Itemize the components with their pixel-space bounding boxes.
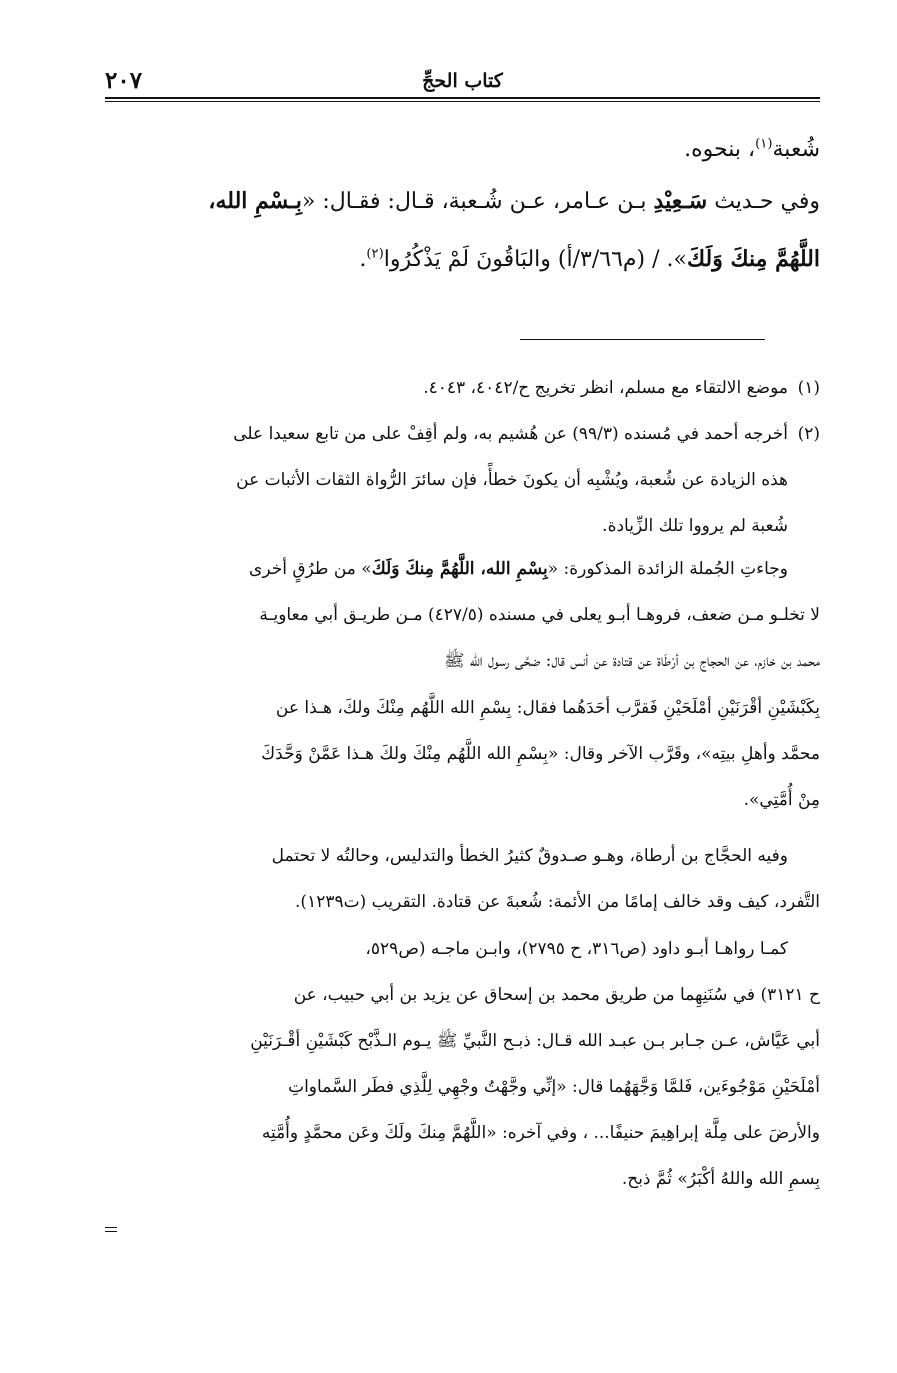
main-line-1: شُعبة$^{(١)}$، بنحوه.	[684, 136, 820, 162]
commentary-p3-line-5: والأرضَ على مِلَّة إبراهِيمَ حنيفًا... ، وفي آخره: «اللَّهُمَّ مِنكَ ولَكَ وعَن محمَّدٍ وأُمَّتِه	[261, 1123, 820, 1144]
footnote-2-line-3: شُعبة لم يرووا تلك الزِّيادة.	[602, 516, 788, 536]
commentary-p1-line-5: محمَّد وأهلِ بيتِه»، وقَرَّب الآخر وقال: «بِسْمِ الله اللَّهُم مِنْكَ ولكَ هـذا عَمَّنْ وَحَّدَكَ	[261, 743, 820, 764]
page-header	[105, 66, 820, 96]
footnote-ref-1: (١)	[755, 136, 773, 152]
commentary	[105, 546, 820, 1203]
commentary-p1-line-6: مِنْ أُمَّتِي».	[743, 789, 820, 810]
commentary-p3-line-2: ح ٣١٢١) في سُنَنِهِما من طريق محمد بن إسحاق عن يزيد بن أبي حبيب، عن	[293, 984, 820, 1005]
commentary-p3-line-3: أبي عَيَّاش، عـن جـابر بـن عبـد الله قـال: ذبـح النَّبيِّ ﷺ يـوم الـذَّبْح كَبْشَيْنِ أقْـرَنَيْنِ	[250, 1030, 820, 1051]
footnote-2-line-2: هذه الزيادة عن شُعبة، ويُشْبِه أن يكونَ خطأً، فإن سائرَ الرُّواة الثقات الأثبات عن	[236, 470, 788, 490]
commentary-p1-line-4: بِكَبْشَيْنِ أقْرَنَيْنِ أمْلَحَيْنِ فَقرَّب أحَدَهُما فقال: بِسْمِ الله اللَّهُم مِنْكَ ولكَ، هـذا عن	[275, 697, 820, 718]
main-line-2: وفي حـديث سَـعِيْدِ بـن عـامر، عـن شُـعبة، قـال: فقـال: «بِـسْمِ الله،	[208, 188, 820, 214]
commentary-p3-line-6: بِسمِ الله واللهُ أكْبَرُ» ثُمَّ ذبح.	[621, 1169, 820, 1190]
header-rule-thin	[105, 101, 820, 102]
footnote-ref-2: (٢)	[366, 246, 384, 262]
page-number: ٢٠٧	[105, 67, 143, 94]
commentary-p1-line-1: وجاءتِ الجُملة الزائدة المذكورة: «بِسْمِ الله، اللَّهُمَّ مِنكَ وَلَكَ» من طرُقٍ أخرى	[249, 559, 788, 579]
book-title: كتاب الحجِّ	[422, 70, 503, 92]
commentary-p3-line-4: أمْلَحَيْنِ مَوْجُوءَين، فَلمَّا وَجَّهَهُما قال: «إنِّي وجَّهْتُ وجْهِي لِلَّذِي فطَر السَّماواتِ	[288, 1077, 820, 1098]
commentary-p2-line-1: وفيه الحجَّاج بن أرطاة، وهـو صـدوقٌ كثيرُ الخطأ والتدليس، وحالتُه لا تحتمل	[271, 846, 788, 867]
commentary-p3-line-1: كمـا رواهـا أبـو داود (ص٣١٦، ح ٢٧٩٥)، وابـن ماجـه (ص٥٢٩،	[365, 938, 788, 959]
main-line-3: اللَّهُمَّ مِنكَ وَلَكَ». / (م٣/٦٦/أ) والبَاقُونَ لَمْ يَذْكُرُوا$^{(٢)}$.	[359, 246, 820, 272]
continuation-mark	[105, 1227, 117, 1232]
commentary-p1-line-3: محمد بن خازم، عن الحجاج بن أرْطَاة عن قتادة عن أنس قال: ضحَّى رسول الله ﷺ	[443, 651, 820, 672]
header-rule	[105, 97, 820, 99]
footnote-1: (١)موضع الالتقاء مع مسلم، انظر تخريج ح/٤٠٤٢، ٤٠٤٣.	[423, 378, 820, 398]
main-text	[105, 128, 820, 288]
footnote-separator	[520, 339, 765, 340]
commentary-p1-line-2: لا تخلـو مـن ضعف، فروهـا أبـو يعلى في مسنده (٤٢٧/٥) مـن طريـق أبي معاويـة	[259, 605, 820, 626]
commentary-p2-line-2: التَّفرد، كيف وقد خالف إمامًا من الأئمة: شُعبةَ عن قتادة. التقريب (ت١٢٣٩).	[295, 892, 820, 913]
footnote-2-line-1: (٢)أخرجه أحمد في مُسنده (٩٩/٣) عن هُشيم به، ولم أقِفْ على من تابع سعيدا على	[233, 424, 820, 444]
footnotes	[105, 365, 820, 549]
